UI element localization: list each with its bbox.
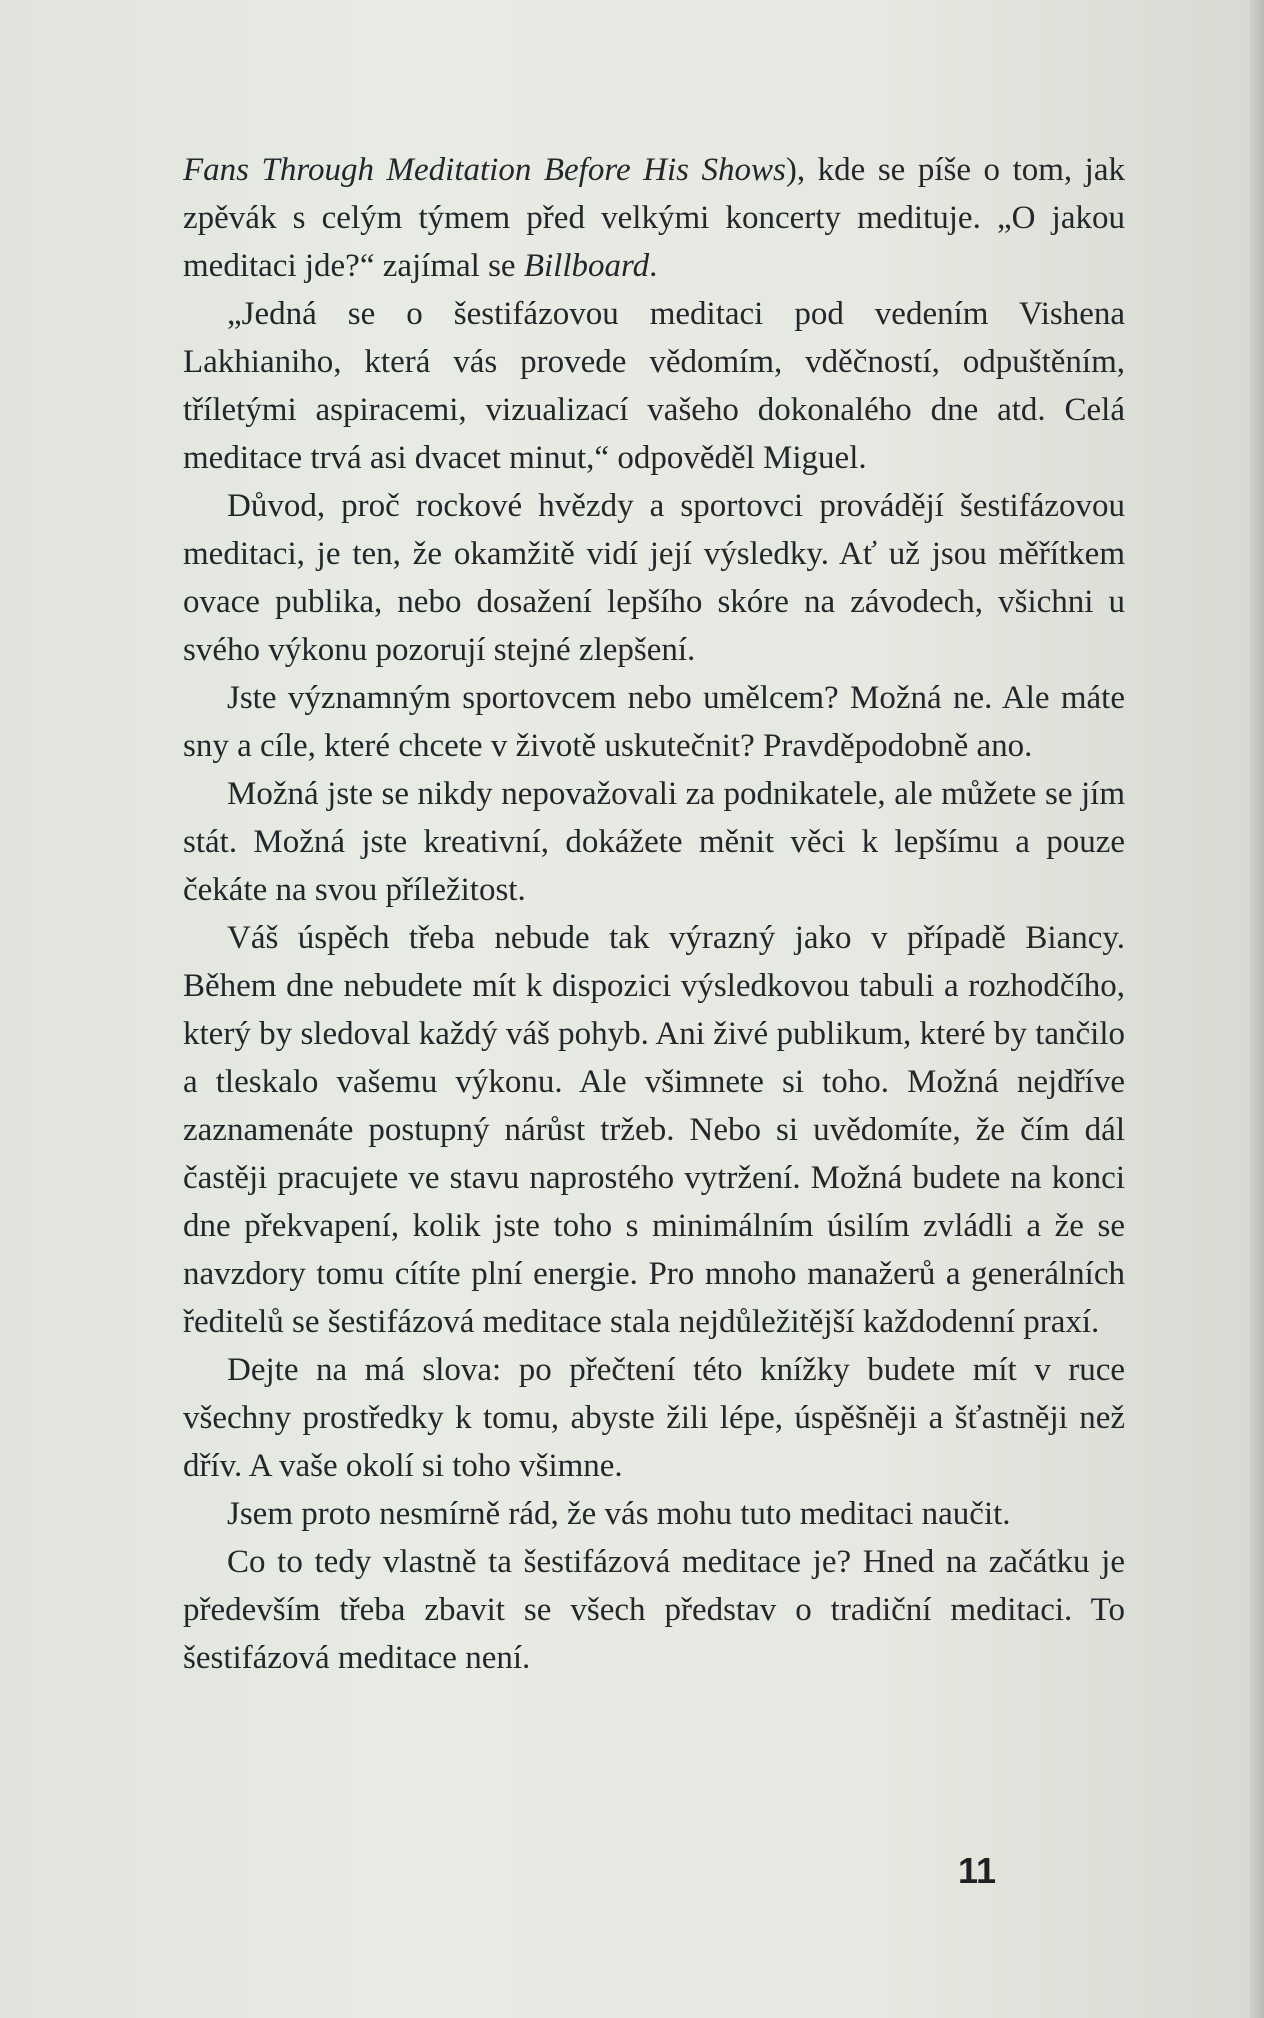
paragraph-1-end: .	[649, 248, 658, 284]
body-text	[183, 146, 1125, 1682]
paragraph-7: Dejte na má slova: po přečtení této knížky budete mít v ruce všechny prostředky k tomu, abyste žili lépe, úspěšněji a šťastněji než dřív. A vaše okolí si toho všimne.	[183, 1352, 1125, 1484]
italic-publication-name: Billboard	[523, 248, 650, 284]
paragraph-6: Váš úspěch třeba nebude tak výrazný jako v případě Biancy. Během dne nebudete mít k dispozici výsledkovou tabuli a rozhodčího, který by sledoval každý váš pohyb. Ani živé publikum, které by tančilo a tleskalo vašemu výkonu. Ale všimnete si toho. Možná nejdříve zaznamenáte postupný nárůst tržeb. Nebo si uvědomíte, že čím dál častěji pracujete ve stavu naprostého vytržení. Možná budete na konci dne překvapení, kolik jste toho s minimálním úsilím zvládli a že se navzdory tomu cítíte plní energie. Pro mnoho manažerů a generálních ředitelů se šestifázová meditace stala nejdůležitější každodenní praxí.	[183, 920, 1125, 1340]
paragraph-4: Jste významným sportovcem nebo umělcem? Možná ne. Ale máte sny a cíle, které chcete v životě uskutečnit? Pravděpodobně ano.	[183, 680, 1125, 764]
paragraph-1-text: ), kde se píše o tom, jak zpěvák s celým týmem před velkými koncerty medituje. „O jakou meditaci jde?“ zajímal se	[183, 152, 1125, 284]
paragraph-8: Jsem proto nesmírně rád, že vás mohu tuto meditaci naučit.	[227, 1496, 1011, 1532]
paragraph-1	[183, 146, 1125, 290]
italic-title-fragment: Fans Through Meditation Before His Shows	[183, 152, 786, 188]
page-edge	[1250, 0, 1264, 2018]
paragraph-9: Co to tedy vlastně ta šestifázová meditace je? Hned na začátku je především třeba zbavit se všech představ o tradiční meditaci. To šestifázová meditace není.	[183, 1544, 1125, 1676]
paragraph-5: Možná jste se nikdy nepovažovali za podnikatele, ale můžete se jím stát. Možná jste kreativní, dokážete měnit věci k lepšímu a pouze čekáte na svou příležitost.	[183, 776, 1125, 908]
paragraph-2: „Jedná se o šestifázovou meditaci pod vedením Vishena Lakhianiho, která vás provede vědomím, vděčností, odpuštěním, tříletými aspiracemi, vizualizací vašeho dokonalého dne atd. Celá meditace trvá asi dvacet minut,“ odpověděl Miguel.	[183, 296, 1125, 476]
paragraph-3: Důvod, proč rockové hvězdy a sportovci provádějí šestifázovou meditaci, je ten, že okamžitě vidí její výsledky. Ať už jsou měřítkem ovace publika, nebo dosažení lepšího skóre na závodech, všichni u svého výkonu pozorují stejné zlepšení.	[183, 488, 1125, 668]
page-number: 11	[958, 1850, 997, 1891]
